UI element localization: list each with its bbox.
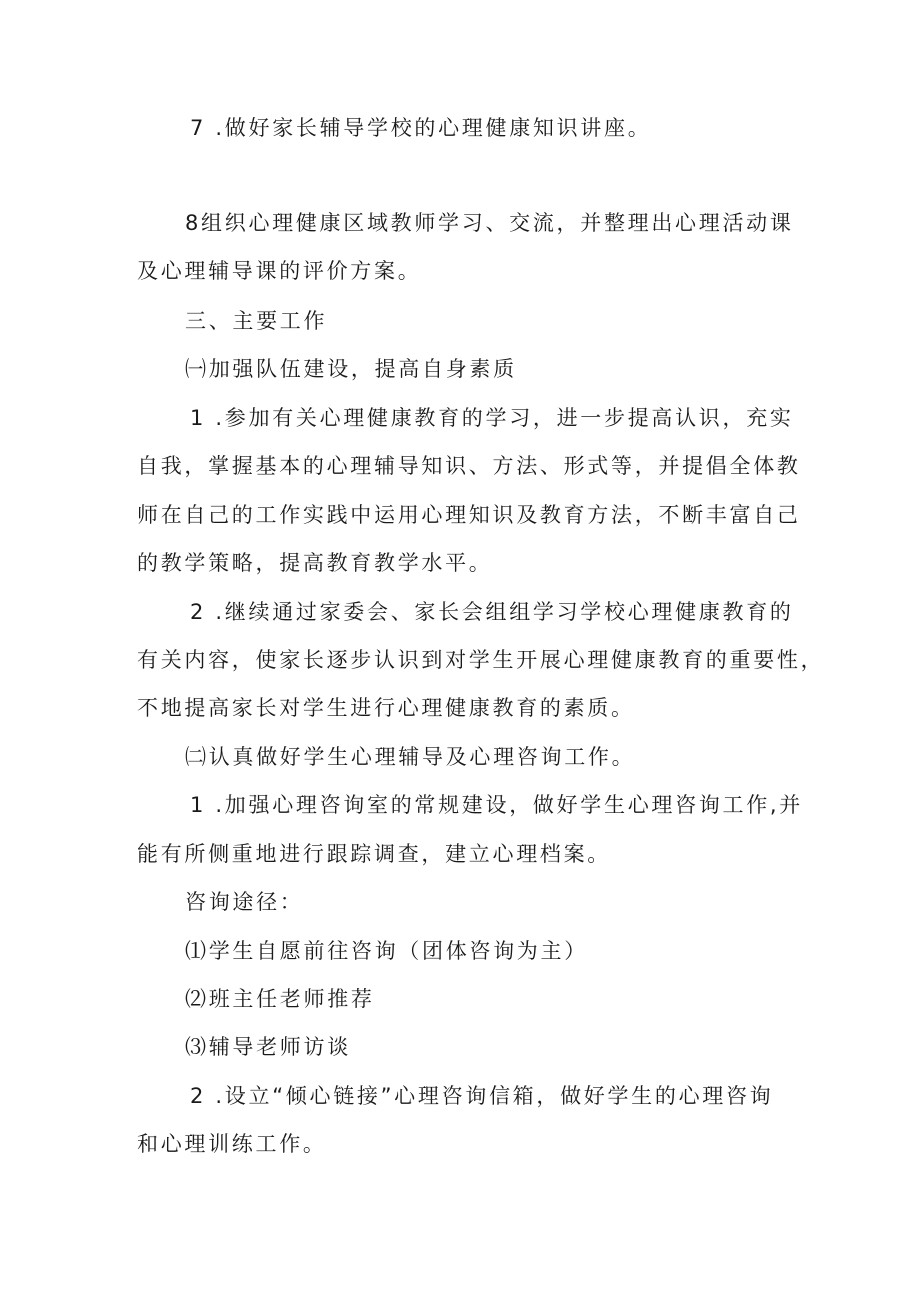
list-item-8: 8组织心理健康区域教师学习、交流，并整理出心理活动课 [185, 211, 794, 235]
paragraph-line: 能有所侧重地进行跟踪调查，建立心理档案。 [137, 842, 611, 866]
list-item-2: 2 .设立“倾心链接”心理咨询信箱，做好学生的心理咨询 [190, 1084, 774, 1108]
paragraph-line: 有关内容，使家长逐步认识到对学生开展心理健康教育的重要性， [137, 648, 825, 672]
section-heading: 三、主要工作 [185, 309, 328, 333]
paragraph-line: 师在自己的工作实践中运用心理知识及教育方法，不断丰富自己 [137, 503, 801, 527]
paragraph-line: 及心理辅导课的评价方案。 [137, 259, 422, 283]
list-item-1: 1 .参加有关心理健康教育的学习，进一步提高认识，充实 [190, 406, 794, 430]
paragraph-line: 的教学策略，提高教育教学水平。 [137, 551, 493, 575]
consult-channels-label: 咨询途径： [185, 890, 304, 914]
paragraph-line: 和心理训练工作。 [137, 1132, 327, 1156]
subsection-heading-1: ㈠加强队伍建设，提高自身素质 [185, 357, 517, 381]
channel-item-2: ⑵班主任老师推荐 [185, 987, 375, 1011]
list-item-7: 7 .做好家长辅导学校的心理健康知识讲座。 [190, 116, 652, 140]
paragraph-line: 不地提高家长对学生进行心理健康教育的素质。 [137, 696, 635, 720]
paragraph-line: 自我，掌握基本的心理辅导知识、方法、形式等，并提倡全体教 [137, 454, 801, 478]
list-item-2: 2 .继续通过家委会、家长会组组学习学校心理健康教育的 [190, 600, 794, 624]
channel-item-1: ⑴学生自愿前往咨询（团体咨询为主） [185, 939, 588, 963]
channel-item-3: ⑶辅导老师访谈 [185, 1035, 351, 1059]
list-item-1: 1 .加强心理咨询室的常规建设，做好学生心理咨询工作,并 [190, 793, 803, 817]
subsection-heading-2: ㈡认真做好学生心理辅导及心理咨询工作。 [185, 745, 636, 769]
